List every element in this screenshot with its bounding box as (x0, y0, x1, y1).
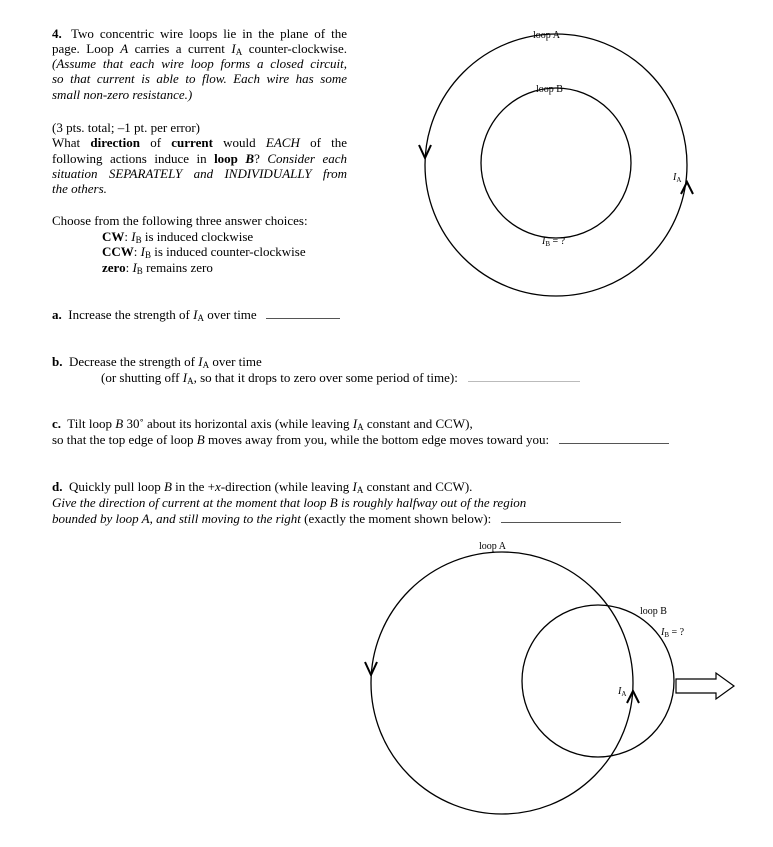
intro-line-1: Two concentric wire loops lie in the plane of the (71, 26, 347, 41)
loop-b-circle-2 (522, 605, 674, 757)
question-line-2: following actions induce in loop B? Consider each (52, 151, 348, 166)
choice-ccw: CCW: $I_B$ is induced counter-clockwise (102, 244, 306, 260)
question-line-3: situation SEPARATELY and INDIVIDUALLY from (52, 166, 347, 181)
part-a: a. Increase the strength of $I_A$ over time (52, 307, 340, 322)
question-line-4: the others. (52, 181, 107, 196)
fig1-ia-label: $I_A$ (673, 172, 682, 184)
part-b-line-1: b. Decrease the strength of $I_A$ over time (52, 354, 262, 370)
fig2-ib-label: $I_B$ = ? (661, 627, 685, 639)
intro-line-5: small non-zero resistance.) (52, 87, 193, 102)
intro-line-2: page. Loop A carries a current $I_A$ counter-clockwise. (52, 41, 347, 57)
fig1-loop-b-label: loop B (536, 84, 563, 95)
intro-line-3: (Assume that each wire loop forms a closed circuit, (52, 56, 347, 71)
pull-direction-arrow-icon (676, 673, 734, 699)
points-note: (3 pts. total; –1 pt. per error) (52, 120, 201, 135)
loop-a-circle-2 (371, 552, 633, 814)
intro-line-4: so that current is able to flow. Each wire has some (52, 71, 347, 86)
fig1-loop-a-label: loop A (533, 30, 560, 41)
choice-cw: CW: $I_B$ is induced clockwise (102, 229, 254, 245)
part-d-line-1: d. Quickly pull loop B in the +x-direction (while leaving $I_A$ constant and CCW). (52, 479, 473, 495)
part-d-line-3: bounded by loop A, and still moving to the right (exactly the moment shown below): (52, 511, 621, 526)
part-c-line-2: so that the top edge of loop B moves away from you, while the bottom edge moves toward you: (52, 432, 669, 447)
fig1-ib-label: $I_B$ = ? (542, 236, 566, 248)
fig2-ia-label: $I_A$ (618, 686, 627, 698)
choose-text: Choose from the following three answer choices: (52, 213, 308, 228)
part-b-line-2: (or shutting off $I_A$, so that it drops to zero over some period of time): (101, 370, 580, 385)
current-arrow-down-icon-2 (365, 662, 377, 675)
fig2-loop-b-label: loop B (640, 606, 667, 617)
question-line-1: What direction of current would EACH of the (52, 135, 348, 150)
current-arrow-up-icon-2 (627, 691, 639, 703)
part-c-line-1: c. Tilt loop B 30˚ about its horizontal axis (while leaving $I_A$ constant and CCW), (52, 416, 473, 432)
choice-zero: zero: $I_B$ remains zero (102, 260, 213, 276)
part-d-line-2: Give the direction of current at the moment that loop B is roughly halfway out of the region (52, 495, 527, 510)
fig2-loop-a-label: loop A (479, 541, 506, 552)
problem-number: 4. (52, 26, 62, 41)
